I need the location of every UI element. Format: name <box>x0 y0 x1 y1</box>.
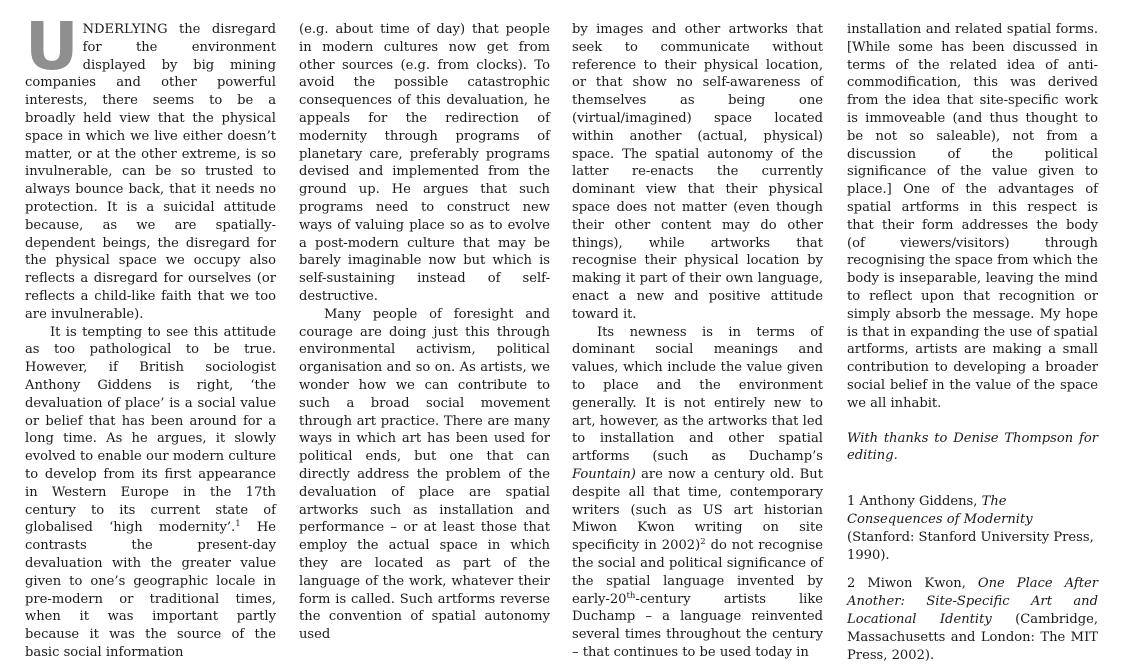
newness-text-cont3: -century artists like Duchamp – a language reinvented several times throughout the century – that continues to be used today in <box>572 591 823 660</box>
footnote-1-publisher: (Stanford: Stanford University Press, 1990). <box>847 529 1094 563</box>
footnote-1 <box>847 493 1098 564</box>
giddens-text: It is tempting to see this attitude as too pathological to be true. However, if British sociologist Anthony Giddens is right, ‘the devaluation of place’ is a social value or belief that has been around for a long time. As he argues, it slowly evolved to enable our modern culture to develop from its first appearance in Western Europe in the 17th century to its current state of globalised ‘high modernity’. <box>25 324 276 536</box>
column-2 <box>299 21 550 644</box>
giddens-text-cont: He contrasts the present-day devaluation with the greater value given to one’s geographic locale in pre-modern or traditional times, when it was important partly because it was the source of the basic social information <box>25 520 276 660</box>
footnote-2-author: 2 Miwon Kwon, <box>847 576 978 592</box>
paragraph-newness <box>572 324 823 662</box>
footnote-2-publisher: (Cambridge, Massachusetts and London: The MIT Press, 2002). <box>847 611 1098 663</box>
paragraph-autonomy: by images and other artworks that seek to communicate without reference to their physical location, or that show no self-awareness of themselves as being one (virtual/imagined) space located within another (actual, physical) space. The spatial autonomy of the latter re-enacts the currently dominant view that their physical space does not matter (even though their other content may do other things), while artworks that recognise their physical location by making it part of their own language, enact a new and positive attitude toward it. <box>572 22 823 322</box>
footnote-1-author: 1 Anthony Giddens, <box>847 494 982 510</box>
paragraph-intro <box>25 8 276 324</box>
ordinal-suffix: th <box>626 590 636 601</box>
column-4 <box>847 21 1098 664</box>
column-1 <box>25 8 276 662</box>
acknowledgement <box>847 430 1098 466</box>
footnote-ref-2[interactable]: 2 <box>700 537 706 548</box>
paragraph-devaluation: (e.g. about time of day) that people in modern cultures now get from other sources (e.g. from clocks). To avoid the possible catastrophic consequences of this devaluation, he appeals for the redirection of modernity through programs of planetary care, preferably programs devised and implemented from the ground up. He argues that such programs need to construct new ways of valuing place so as to evolve a post-modern culture that may be barely imaginable now but which is self-sustaining instead of self-destructive. <box>299 22 550 304</box>
intro-text: NDERLYING the disregard for the environment displayed by big mining companies and other powerful interests, there seems to be a broadly held view that the physical space in which we live either doesn’t matter, or at the other extreme, is so invulnerable, can be so trusted to always bounce back, that it needs no protection. It is a suicidal attitude because, as we are spatially-dependent beings, the disregard for the physical space we occupy also reflects a disregard for ourselves (or reflects a child-like faith that we too are invulnerable). <box>25 22 276 322</box>
drop-cap: U <box>25 8 79 85</box>
newness-text: Its newness is in terms of dominant social meanings and values, which include the value given to place and the environment generally. It is not entirely new to art, however, as the artworks that led to installation and other spatial artforms (such as Duchamp’s <box>572 324 823 465</box>
paragraph-conclusion: installation and related spatial forms. [While some has been discussed in terms of the related idea of anti-commodification, this was derived from the idea that site-specific work is immoveable (and thus thought to be not so saleable), not from a discussion of the political significance of the value given to place.] One of the advantages of spatial artforms in this respect is that their form addresses the body (of viewers/visitors) through recognising the space from which the body is inseparable, leaving the mind to reflect upon that recognition or simply absorb the message. My hope is that in expanding the use of spatial artforms, artists are making a small contribution to developing a broader social belief in the value of the space we all inhabit. <box>847 22 1098 411</box>
footnote-ref-1[interactable]: 1 <box>235 519 241 530</box>
newness-text-cont: are now a century old. But despite all that time, contemporary writers (such as US art historian Miwon Kwon writing on site specificity in 2002) <box>572 466 823 554</box>
footnote-1-title: The Consequences of Modernity <box>847 494 1033 527</box>
fountain-title: Fountain) <box>572 466 636 482</box>
footnote-2-title: One Place After Another: Site-Specific Art and Locational Identity <box>847 576 1099 627</box>
footnote-2 <box>847 575 1098 664</box>
paragraph-foresight: Many people of foresight and courage are doing just this through environmental activism, political organisation and so on. As artists, we wonder how we can contribute to such a broad social movement through art practice. There are many ways in which art has been used for political ends, but one that can directly address the problem of the devaluation of place are spatial artworks such as installation and performance – or at least those that employ the actual space in which they are located as part of the language of the work, whatever their form is called. Such artforms reverse the convention of spatial autonomy used <box>299 306 550 643</box>
newness-text-cont2: do not recognise the social and political significance of the spatial language invented by early-20 <box>572 538 823 607</box>
acknowledgement-text: With thanks to Denise Thompson for editing. <box>847 430 1098 464</box>
column-3 <box>572 21 823 662</box>
paragraph-giddens <box>25 324 276 662</box>
